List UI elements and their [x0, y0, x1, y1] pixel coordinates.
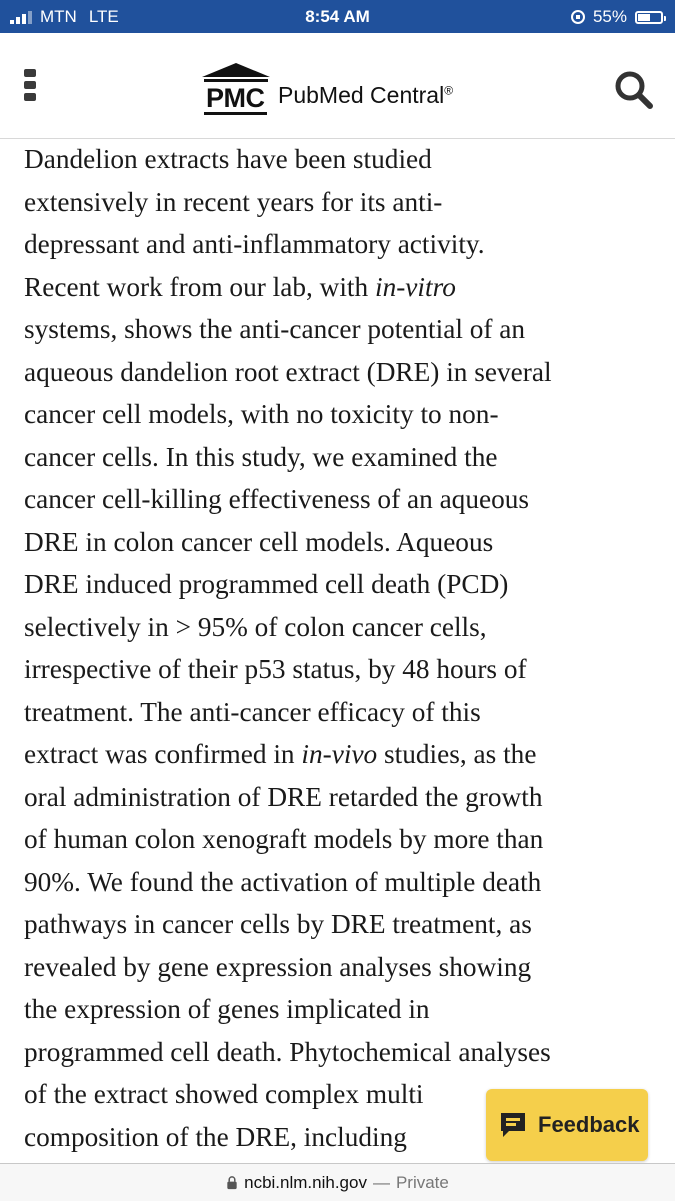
url-separator: —: [372, 1172, 390, 1192]
browsing-mode: Private: [395, 1172, 449, 1192]
url-domain: ncbi.nlm.nih.gov: [244, 1172, 367, 1192]
text-line: 90%. We found the activation of multiple death: [24, 866, 542, 897]
feedback-button[interactable]: [486, 1089, 648, 1161]
text-line: cancer cell-killing effectiveness of an aqueous: [24, 484, 530, 514]
text-line: depressant and anti-inflammatory activity.: [24, 229, 485, 259]
search-icon[interactable]: [613, 69, 655, 111]
text-line: DRE induced programmed cell death (PCD): [24, 569, 509, 599]
abstract-paragraph: [24, 138, 654, 1158]
feedback-label: Feedback: [538, 1112, 640, 1137]
text-line: of the extract showed complex multi: [24, 1079, 424, 1109]
text-line: treatment. The anti-cancer efficacy of this: [24, 696, 481, 727]
network-type: LTE: [88, 7, 119, 26]
logo-reg: ®: [444, 83, 454, 98]
text-line: Dandelion extracts have been studied: [24, 144, 432, 174]
text-line: the expression of genes implicated in: [24, 994, 430, 1024]
text-line: [24, 733, 654, 776]
text-line: programmed cell death. Phytochemical analyses: [24, 1036, 551, 1067]
text-segment: studies, as the: [377, 739, 537, 769]
logo-name-wrap: [278, 82, 453, 109]
logo-name: PubMed Central: [278, 82, 445, 108]
text-line: systems, shows the anti-cancer potential of an: [24, 314, 526, 344]
menu-icon[interactable]: [24, 69, 36, 109]
text-line: DRE in colon cancer cell models. Aqueous: [24, 526, 494, 557]
text-line: [24, 266, 654, 309]
text-line: of human colon xenograft models by more than: [24, 824, 544, 854]
text-segment: extract was confirmed in: [24, 739, 302, 769]
status-bar: [0, 0, 675, 33]
text-line: pathways in cancer cells by DRE treatment, as: [24, 909, 532, 939]
battery-percent: 55%: [592, 7, 627, 26]
status-right: [571, 7, 663, 27]
text-line: aqueous dandelion root extract (DRE) in several: [24, 356, 552, 387]
carrier-name: MTN: [40, 7, 77, 26]
italic-term: in-vivo: [301, 739, 378, 769]
text-line: composition of the DRE, including: [24, 1121, 407, 1152]
url-bar[interactable]: [0, 1163, 675, 1201]
pmc-logo[interactable]: [200, 55, 453, 115]
battery-icon: [635, 11, 663, 24]
italic-term: in-vitro: [374, 271, 456, 302]
clock: 8:54 AM: [305, 7, 370, 26]
text-line: selectively in > 95% of colon cancer cells,: [24, 611, 487, 642]
text-line: extensively in recent years for its anti-: [24, 186, 443, 217]
orientation-lock-icon: [571, 10, 585, 24]
chat-icon: [498, 1110, 528, 1140]
text-line: oral administration of DRE retarded the growth: [24, 781, 543, 812]
site-header: [0, 33, 675, 139]
text-segment: Recent work from our lab, with: [24, 271, 375, 302]
logo-abbr: PMC: [206, 83, 265, 113]
lock-icon: [226, 1176, 238, 1190]
text-line: irrespective of their p53 status, by 48 hours of: [24, 654, 527, 684]
pmc-building-icon: [200, 61, 272, 115]
text-line: cancer cells. In this study, we examined the: [24, 441, 498, 472]
abstract-text: [24, 138, 654, 1158]
text-line: cancer cell models, with no toxicity to non-: [24, 399, 499, 429]
text-line: revealed by gene expression analyses showing: [24, 951, 532, 982]
